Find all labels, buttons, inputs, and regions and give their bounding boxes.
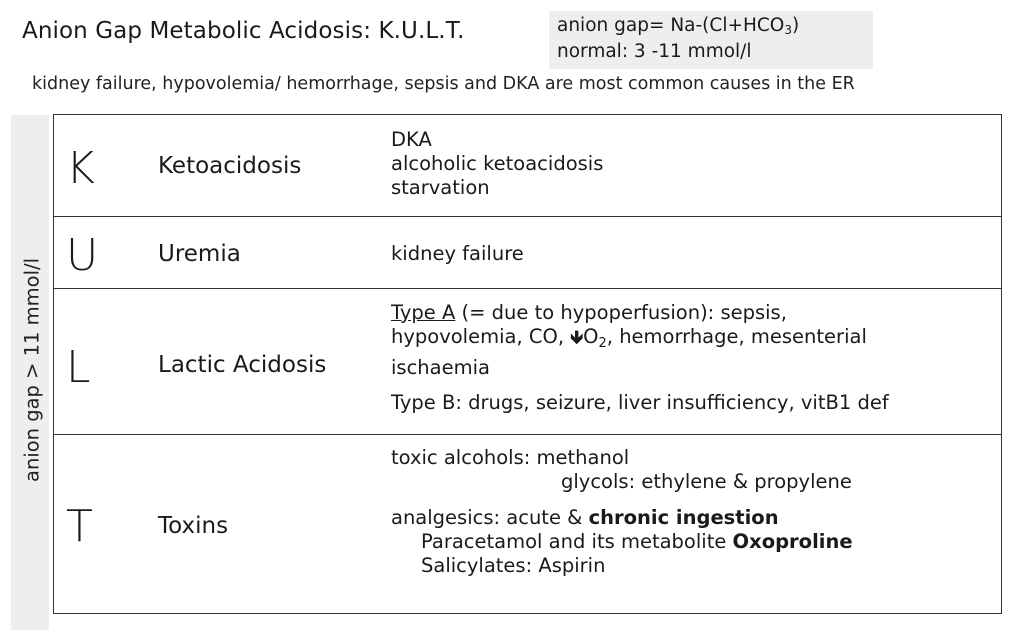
row-description: Type A (= due to hypoperfusion): sepsis, hypovolemia, CO, $🡻O_2$, hemorrhage, mesenterial ischaemia Type B: drugs, seizure, liver insufficiency, vitB1 def [391, 301, 889, 414]
row-letter: K [66, 143, 95, 194]
row-description: DKA alcoholic ketoacidosis starvation [391, 128, 604, 199]
table-row-l [54, 288, 1001, 435]
side-label: anion gap > 11 mmol/l [20, 258, 44, 482]
down-arrow-icon: 🡻 [570, 327, 584, 348]
row-letter: L [66, 342, 91, 393]
row-category: Uremia [158, 241, 241, 267]
table-row-k [54, 115, 1001, 216]
row-letter: U [66, 230, 99, 281]
subtitle: kidney failure, hypovolemia/ hemorrhage, sepsis and DKA are most common causes in the ER [32, 74, 855, 94]
formula-box [549, 11, 873, 69]
row-letter: T [66, 501, 93, 552]
row-description: toxic alcohols: methanol glycols: ethylene & propylene analgesics: acute & chronic ingestion Paracetamol and its metabolite Oxoproline Salicylates: Aspirin [391, 446, 853, 577]
row-description: kidney failure [391, 242, 524, 265]
row-category: Ketoacidosis [158, 153, 302, 179]
row-category: Lactic Acidosis [158, 352, 327, 378]
page-title: Anion Gap Metabolic Acidosis: K.U.L.T. [22, 18, 465, 44]
anion-gap-formula: anion $gap= Na-(Cl+HCO_3)$ [557, 15, 800, 37]
normal-range: normal: 3 -11 mmol/l [557, 41, 752, 62]
table-row-u [54, 216, 1001, 289]
row-category: Toxins [158, 513, 229, 539]
table-row-t [54, 434, 1001, 615]
kult-table [53, 114, 1002, 614]
